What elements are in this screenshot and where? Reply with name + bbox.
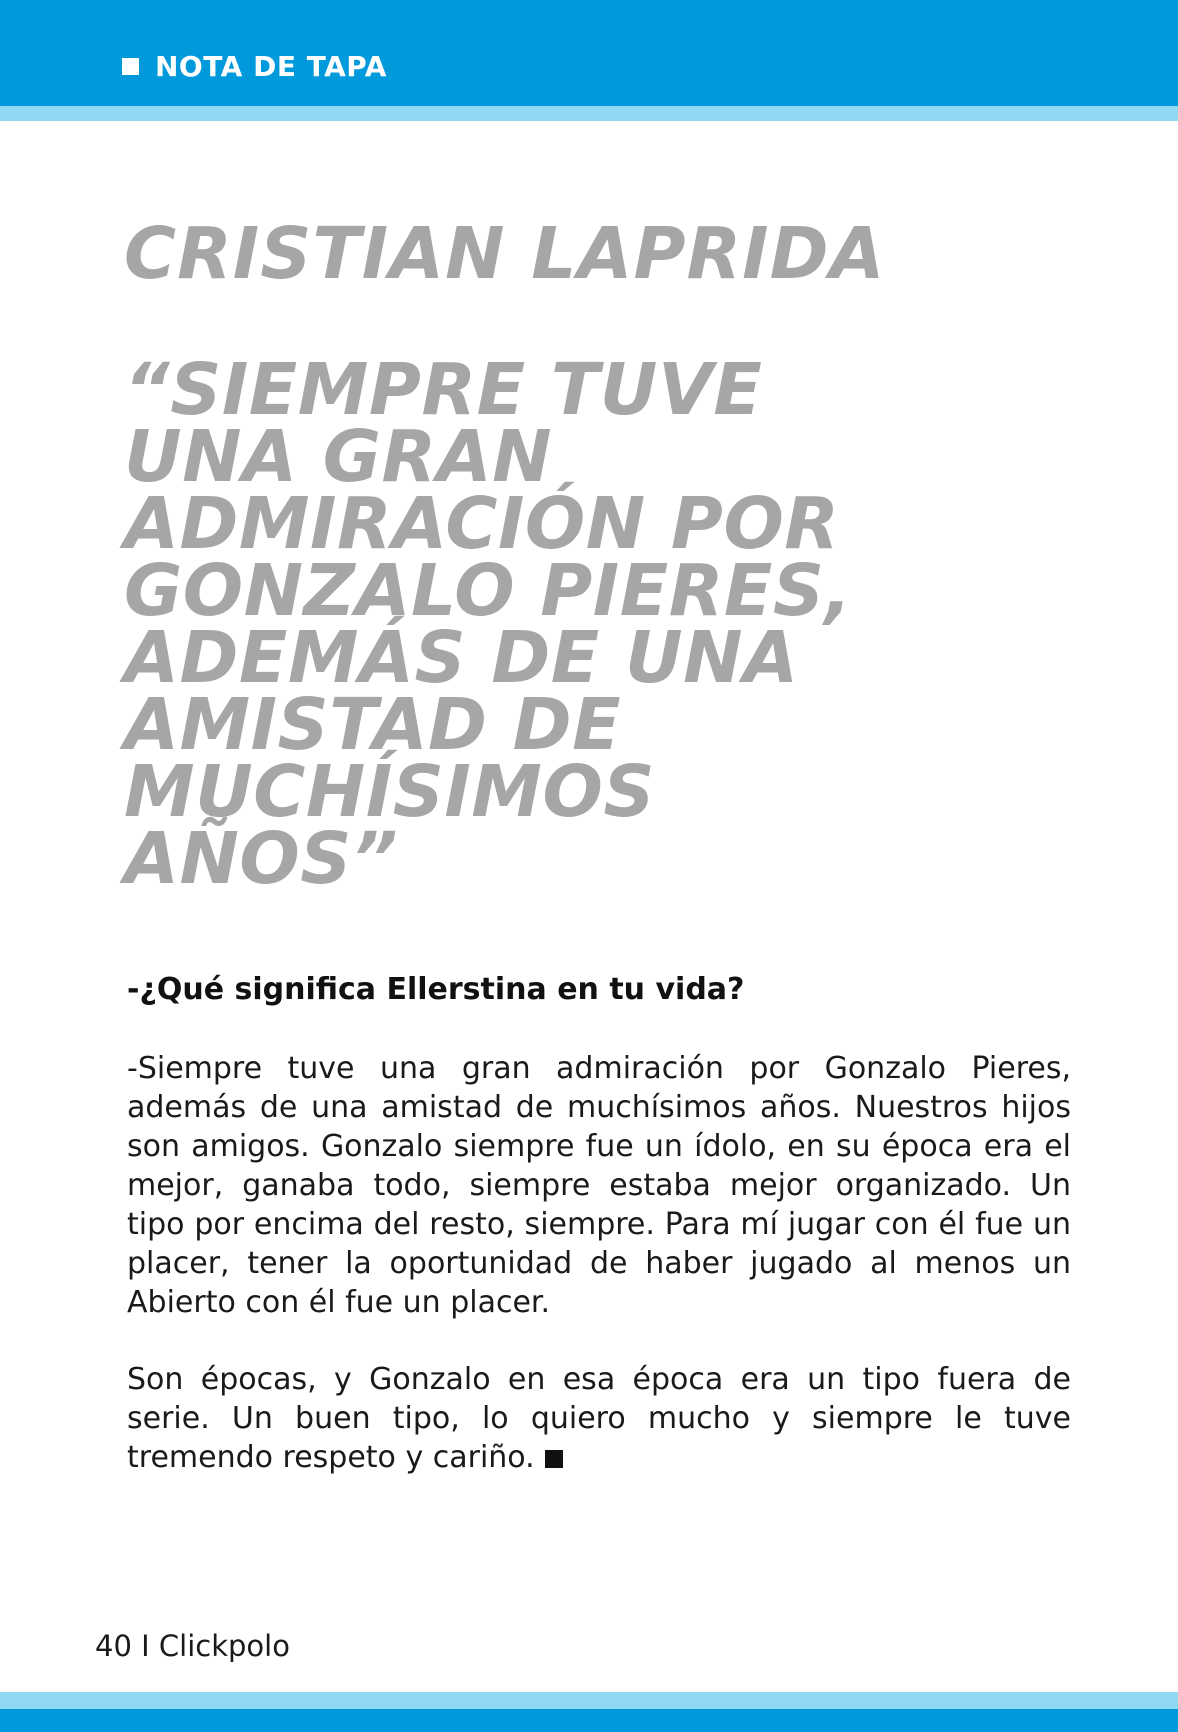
- square-bullet-icon: [122, 58, 139, 75]
- end-of-article-icon: [545, 1450, 563, 1468]
- pull-quote-line: ADMIRACIÓN POR: [124, 482, 840, 565]
- section-label-text: NOTA DE TAPA: [155, 50, 387, 83]
- answer-paragraph-text: -Siempre tuve una gran admiración por Gonzalo Pieres, además de una amistad de muchísimos años. Nuestros hijos son amigos. Gonzalo siempre fue un ídolo, en su época era el mejor, ganaba todo, siempre estaba mejor organizado. Un tipo por encima del resto, siempre. Para mí jugar con él fue un placer, tener la oportunidad de haber jugado al menos un Abierto con él fue un placer.: [127, 1051, 1071, 1320]
- pull-quote: [124, 348, 884, 900]
- pull-quote-line: ADEMÁS DE UNA: [124, 616, 799, 699]
- footer-bar: [0, 1709, 1178, 1732]
- page-number-label: 40 I Clickpolo: [95, 1629, 290, 1663]
- pull-quote-line: AMISTAD DE: [124, 683, 622, 766]
- section-label: [122, 50, 387, 83]
- answer-paragraph: [127, 1360, 1071, 1477]
- answer-paragraph-text: Son épocas, y Gonzalo en esa época era un tipo fuera de serie. Un buen tipo, lo quiero mucho y siempre le tuve tremendo respeto y cariño.: [127, 1362, 1071, 1475]
- pull-quote-line: AÑOS”: [124, 817, 399, 900]
- pull-quote-line: UNA GRAN: [124, 415, 553, 498]
- pull-quote-line: GONZALO PIERES,: [124, 549, 853, 632]
- interview-question: -¿Qué significa Ellerstina en tu vida?: [127, 972, 745, 1007]
- header-stripe: [0, 106, 1178, 121]
- pull-quote-line: MUCHÍSIMOS: [124, 750, 655, 833]
- answer-paragraph: [127, 1049, 1071, 1322]
- pull-quote-line: “SIEMPRE TUVE: [124, 348, 763, 431]
- footer-stripe: [0, 1692, 1178, 1709]
- interviewee-name: CRISTIAN LAPRIDA: [124, 212, 886, 295]
